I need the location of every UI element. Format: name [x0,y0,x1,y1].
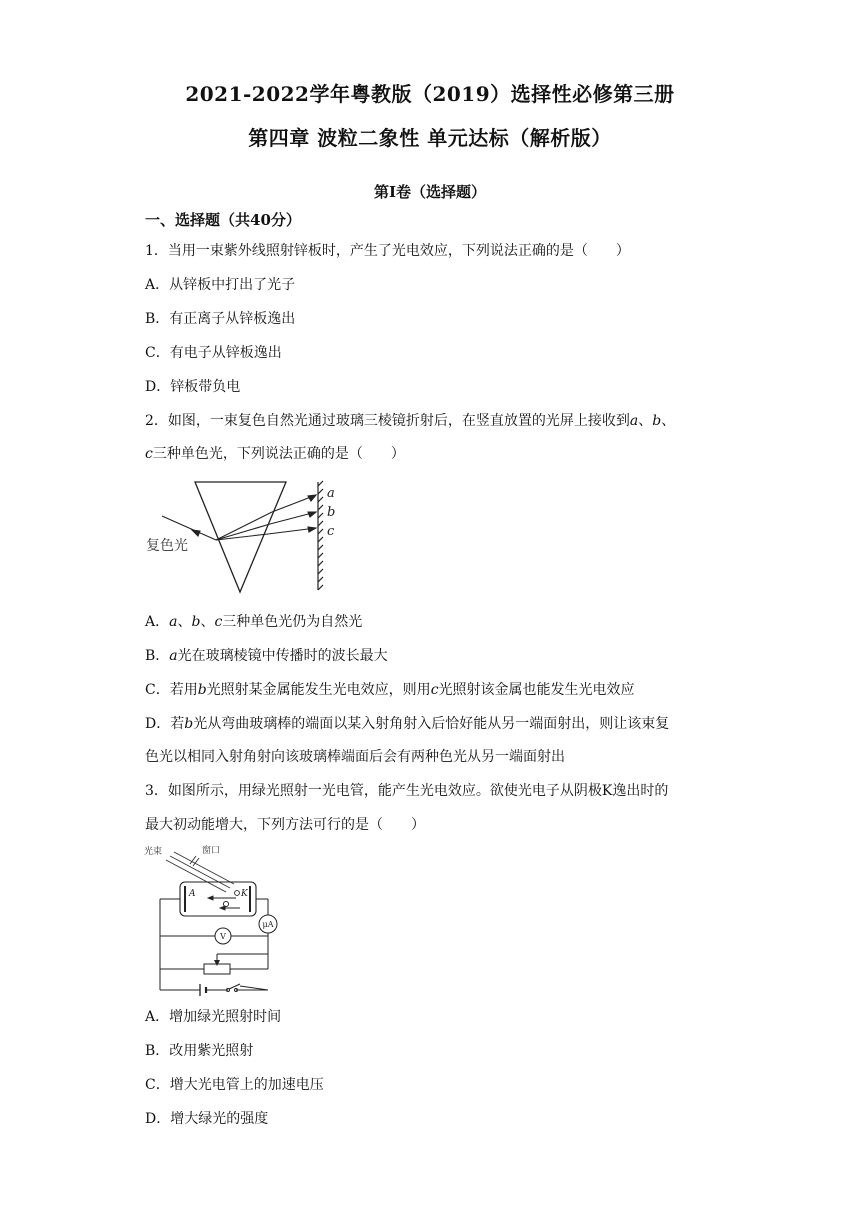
label-microammeter: μA [262,920,274,929]
q3-stem-line2: 最大初动能增大，下列方法可行的是（ ） [145,817,425,833]
volume-heading: 第Ⅰ卷（选择题） [373,183,487,201]
q1-option-c: C．有电子从锌板逸出 [145,345,282,361]
q1-option-b: B．有正离子从锌板逸出 [145,311,296,327]
light-screen [318,481,323,590]
q2-stem-line1: 2．如图，一束复色自然光通过玻璃三棱镜折射后，在竖直放置的光屏上接收到a、b、 [145,413,676,429]
q1-option-a: A．从锌板中打出了光子 [145,277,296,293]
q2-option-d-line1: D．若b光从弯曲玻璃棒的端面以某入射角射入后恰好能从另一端面射出，则让该束复 [145,716,670,732]
battery [200,984,206,996]
q3-option-c: C．增大光电管上的加速电压 [145,1077,324,1093]
circuit-wires [160,899,268,990]
label-ray-a: a [327,486,335,501]
q3-stem-line1: 3．如图所示，用绿光照射一光电管，能产生光电效应。欲使光电子从阴极K逸出时的 [145,783,669,799]
slider-arrow-icon [214,960,220,966]
label-anode-a: A [189,889,196,899]
q2-option-c: C．若用b光照射某金属能发生光电效应，则用c光照射该金属也能发生光电效应 [145,682,635,698]
label-voltmeter: V [220,932,226,941]
document-title-line1: 2021-2022学年粤教版（2019）选择性必修第三册 [185,82,675,106]
q2-option-b: B．a光在玻璃棱镜中传播时的波长最大 [145,648,388,664]
label-window: 窗口 [202,846,221,856]
q2-option-a: A．a、b、c三种单色光仍为自然光 [145,614,363,630]
phototube-circuit-figure [140,842,290,1000]
label-ray-c: c [327,524,335,539]
q1-option-d: D．锌板带负电 [145,379,241,395]
document-title-line2: 第四章 波粒二象性 单元达标（解析版） [248,126,612,150]
q2-option-d-line2: 色光以相同入射角射向该玻璃棒端面后会有两种色光从另一端面射出 [145,749,565,765]
phototube [180,882,256,916]
light-rays [162,495,316,540]
q3-option-b: B．改用紫光照射 [145,1043,254,1059]
photoelectrons [208,891,240,910]
section-heading: 一、选择题（共40分） [145,211,301,229]
prism-figure [140,478,350,600]
label-light-beam: 光束 [144,847,163,857]
q2-stem-line2: c三种单色光，下列说法正确的是（ ） [145,446,405,462]
label-cathode-k: K [241,889,248,899]
q1-stem: 1．当用一束紫外线照射锌板时，产生了光电效应，下列说法正确的是（ ） [145,243,630,259]
incident-beam [166,852,234,892]
label-ray-b: b [327,505,336,520]
q3-option-a: A．增加绿光照射时间 [145,1009,282,1025]
q3-option-d: D．增大绿光的强度 [145,1111,269,1127]
label-compound-light: 复色光 [146,538,188,554]
